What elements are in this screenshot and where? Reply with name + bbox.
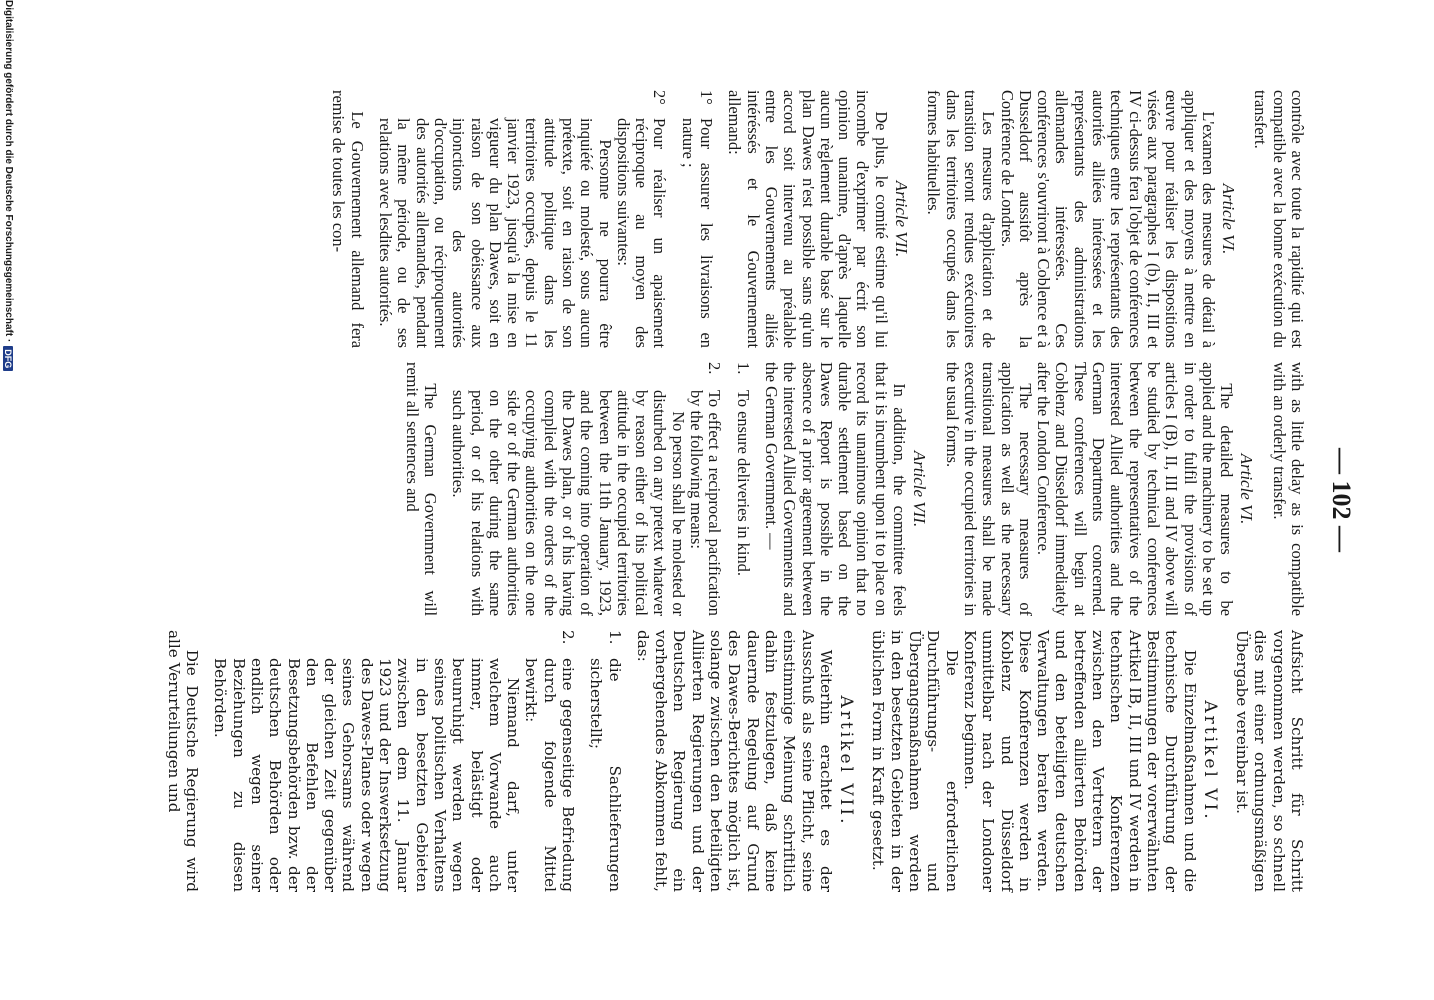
paragraph: In addition, the committee feels that it is incumbent upon it to place on record its unanimous opinion that no durable settlement based on the Dawes Report is possible in the absence of a prior agreement between the interested Allied Governments and the German Government. —: [761, 362, 910, 616]
paragraph: De plus, le comité estime qu'il lui incombe d'exprimer par écrit son opinion unanime, d'après laquelle aucun règlement durable basé sur le plan Dawes n'est possible sans qu'un accord soit intervenu au préalable entre les Gouvernements alliés intéréssés et le Gouvernement allemand:: [725, 90, 891, 348]
article-heading: Artikel VII.: [836, 695, 857, 827]
list-text: Pour assurer les livraisons en nature ;: [678, 118, 717, 348]
list-number: 2.: [705, 362, 725, 375]
paragraph: Les mesures d'application et de transition seront rendues exécutoires dans les territoires occupés dans les formes habituelles.: [924, 90, 999, 348]
footer-text: Digitalisierung gefördert durch die Deutsche Forschungsgemeinschaft ·: [3, 0, 14, 343]
list-number: 1.: [605, 630, 624, 645]
paragraph: Aufsicht Schritt für Schritt vorgenommen werden, so schnell dies mit einer ordnungsmäßigen Übergabe vereinbar ist.: [1233, 630, 1306, 892]
list-item: [733, 362, 751, 616]
column-german: [164, 630, 1306, 892]
digitization-footer: [3, 0, 14, 1000]
list-text: To effect a reciprocal pacification by the following means:: [687, 390, 725, 616]
page-number: — 102 —: [1327, 448, 1356, 552]
list-text: eine gegenseitige Befriedung durch folgende Mittel bewirkt:: [522, 658, 578, 892]
list-item: [587, 630, 624, 892]
list-text: die Sachlieferungen sicherstellt;: [587, 658, 624, 892]
article-heading: Article VI.: [1237, 453, 1257, 525]
article-heading: Artikel VI.: [1199, 700, 1220, 822]
list-item: [522, 630, 577, 892]
paragraph: with as little delay as is compatible with an orderly transfer.: [1269, 362, 1307, 616]
article-heading: Article VI.: [1219, 183, 1239, 255]
paragraph: Niemand darf, unter welchem Vorwande auch immer, belästigt oder beunruhigt werden wegen seines politischen Verhaltens in den besetzten Gebieten zwischen dem 11. Januar 1923 und der Inswerksetzung des Dawes-Planes oder wegen seines Gehorsams während der gleichen Zeit gegenüber den Befehlen der Besetzungsbehörden bzw. der deutschen Behörden oder endlich wegen seiner Beziehungen zu diesen Behörden.: [211, 658, 523, 892]
column-french: [329, 90, 1306, 348]
list-item: [687, 362, 724, 616]
paragraph: Personne ne pourra être inquiété ou molesté, sous aucun prétexte, soit en raison de son attitude politique dans les territoires occupés, depuis le 11 janvier 1923, jusqu'à la mise en vigueur du plan Dawes, soit en raison de son obéissance aux injonctions des autorités d'occupation, ou réciproquement des autorités allemandes, pendant la même période, ou de ses relations avec lesdites autorités.: [376, 118, 615, 348]
article-heading: Article VII.: [892, 180, 912, 258]
paragraph: Die Deutsche Regierung wird alle Verurteilungen und: [164, 630, 202, 892]
paragraph: The detailed measures to be applied and the machinery to be set up in order to fulfil the provisions of articles I (B), II, III and IV above will be studied by technical conferences between the representatives of the interested Allied authorities and the German Departments concerned. These conferences will begin at Coblenz and Düsseldorf immediately after the London Conference.: [1034, 362, 1237, 616]
list-number: 2°: [650, 90, 670, 105]
column-english: [402, 362, 1306, 616]
paragraph: Die erforderlichen Durchführungs- und Übergangsmaßnahmen werden in den besetzten Gebieten in der üblichen Form in Kraft gesetzt.: [869, 630, 961, 892]
list-text: Pour réaliser un apaisement réciproque au moyen des dispositions suivantes:: [613, 118, 670, 348]
list-number: 2.: [559, 630, 578, 645]
list-text: To ensure deliveries in kind.: [733, 390, 753, 576]
paragraph: The necessary measures of application as well as the necessary transitional measures shall be made executive in the occupied territories in the usual forms.: [942, 362, 1035, 616]
list-number: 1.: [733, 362, 753, 375]
dfg-logo-icon: DFG: [4, 346, 14, 371]
paragraph: contrôle avec toute la rapidité qui est compatible avec la bonne exécution du transfert.: [1251, 90, 1307, 348]
article-heading: Article VII.: [910, 450, 930, 528]
list-item: [679, 90, 716, 348]
list-number: 1°: [697, 90, 717, 105]
paragraph: L'examen des mesures de détail à appliquer et des moyens à mettre en œuvre pour réaliser les dispositions visées aux paragraphes I (b), II, III et IV ci-dessus fera l'objet de conférences techniques entre les représentants des autorités alliées intéressées et les représentants des administrations allemandes intéressées. Ces conférences s'ouvriront à Coblence et à Dusseldorf aussitôt après la Conférence de Londres.: [997, 90, 1218, 348]
paragraph: Die Einzelmaßnahmen und die technische Durchführung der Bestimmungen der vorerwähnten Artikel IB, II, III und IV werden in technischen Konferenzen zwischen den Vertretern der betreffenden alliierten Behörden und den beteiligten deutschen Verwaltungen beraten werden. Diese Konferenzen werden in Koblenz und Düsseldorf unmittelbar nach der Londoner Konferenz beginnen.: [960, 630, 1199, 892]
paragraph: No person shall be molested or disturbed on any pretext whatever by reason either of his political attitude in the occupied territories between the 11th January, 1923, and the coming into operation of the Dawes plan, or of his having complied with the orders of the occupying authorities on the one side or of the German authorities on the other during the same period, or of his relations with such authorities.: [449, 390, 688, 616]
paragraph: The German Government will remit all sentences and: [402, 362, 440, 616]
paragraph: Weiterhin erachtet es der Ausschuß als seine Pflicht, seine einstimmige Meinung schriftlich dahin festzulegen, daß keine dauernde Regelung auf Grund des Dawes-Berichtes möglich ist, solange zwischen den beteiligten Alliierten Regierungen und der Deutschen Regierung ein vorhergehendes Abkommen fehlt, das:: [633, 630, 835, 892]
list-item: [614, 90, 669, 348]
paragraph: Le Gouvernement allemand fera remise de toutes les con-: [329, 90, 367, 348]
